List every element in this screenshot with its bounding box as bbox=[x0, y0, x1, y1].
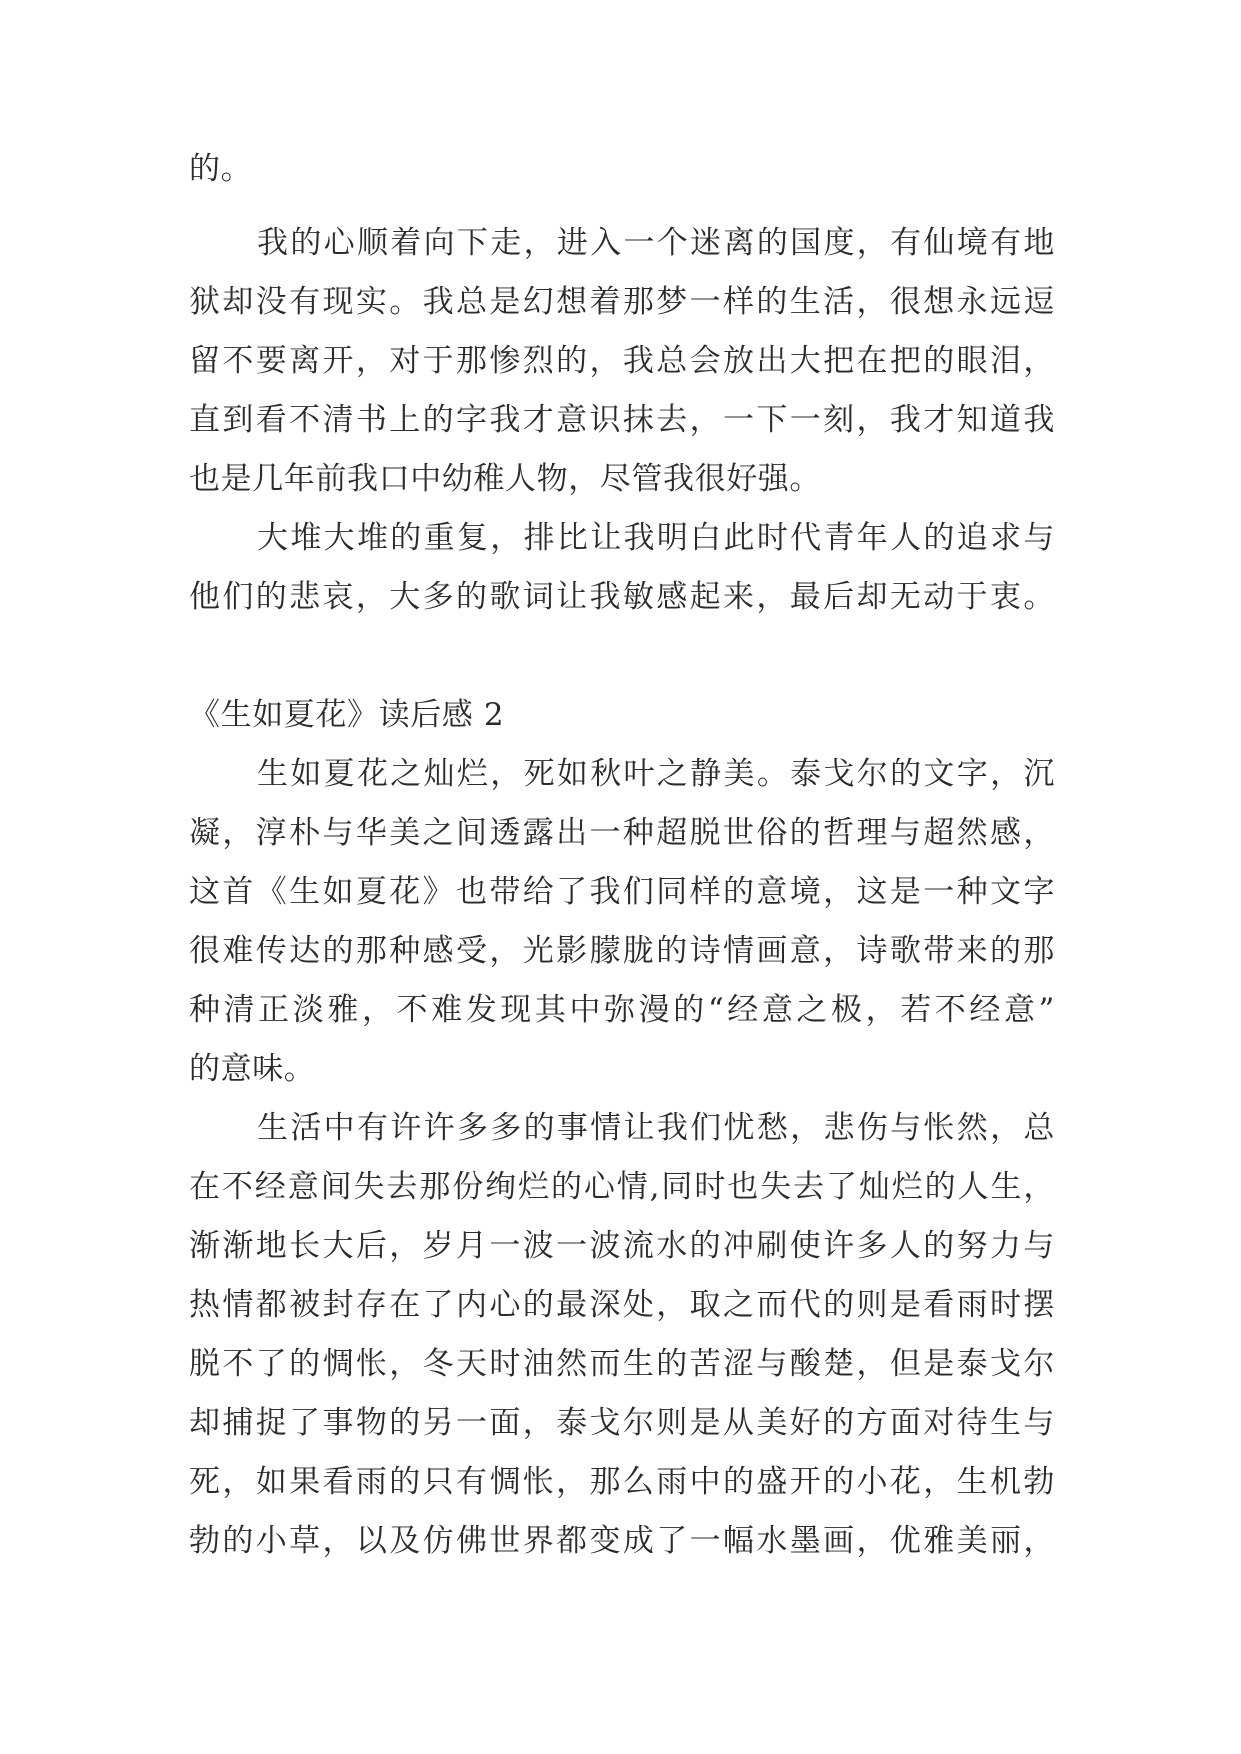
text-line: 留不要离开，对于那惨烈的，我总会放出大把在把的眼泪， bbox=[189, 343, 1055, 379]
text-line: 脱不了的惆怅，冬天时油然而生的苦涩与酸楚，但是泰戈尔 bbox=[189, 1346, 1055, 1382]
text-line: 凝，淳朴与华美之间透露出一种超脱世俗的哲理与超然感， bbox=[189, 815, 1055, 851]
text-line: 狱却没有现实。我总是幻想着那梦一样的生活，很想永远逗 bbox=[189, 284, 1055, 320]
text-line: 这首《生如夏花》也带给了我们同样的意境，这是一种文字 bbox=[189, 874, 1055, 910]
text-line: 种清正淡雅，不难发现其中弥漫的“经意之极，若不经意” bbox=[189, 992, 1055, 1028]
text-line: 大堆大堆的重复，排比让我明白此时代青年人的追求与 bbox=[257, 520, 1055, 556]
text-line: 的意味。 bbox=[189, 1051, 316, 1087]
text-line: 生如夏花之灿烂，死如秋叶之静美。泰戈尔的文字，沉 bbox=[257, 756, 1055, 792]
text-line: 他们的悲哀，大多的歌词让我敏感起来，最后却无动于衷。 bbox=[189, 579, 1055, 615]
text-line: 渐渐地长大后，岁月一波一波流水的冲刷使许多人的努力与 bbox=[189, 1228, 1055, 1264]
text-line: 生活中有许许多多的事情让我们忧愁，悲伤与怅然，总 bbox=[257, 1110, 1055, 1146]
section-heading: 《生如夏花》读后感 2 bbox=[189, 697, 505, 733]
text-line: 却捕捉了事物的另一面，泰戈尔则是从美好的方面对待生与 bbox=[189, 1405, 1055, 1441]
text-line: 在不经意间失去那份绚烂的心情,同时也失去了灿烂的人生， bbox=[189, 1169, 1055, 1205]
text-line: 很难传达的那种感受，光影朦胧的诗情画意，诗歌带来的那 bbox=[189, 933, 1055, 969]
text-line: 死，如果看雨的只有惆怅，那么雨中的盛开的小花，生机勃 bbox=[189, 1464, 1055, 1500]
text-line: 也是几年前我口中幼稚人物，尽管我很好强。 bbox=[189, 461, 821, 497]
text-line: 的。 bbox=[189, 151, 253, 187]
text-line: 勃的小草，以及仿佛世界都变成了一幅水墨画，优雅美丽， bbox=[189, 1523, 1055, 1559]
text-line: 我的心顺着向下走，进入一个迷离的国度，有仙境有地 bbox=[257, 225, 1055, 261]
text-line: 直到看不清书上的字我才意识抹去，一下一刻，我才知道我 bbox=[189, 402, 1055, 438]
text-line: 热情都被封存在了内心的最深处，取之而代的则是看雨时摆 bbox=[189, 1287, 1055, 1323]
